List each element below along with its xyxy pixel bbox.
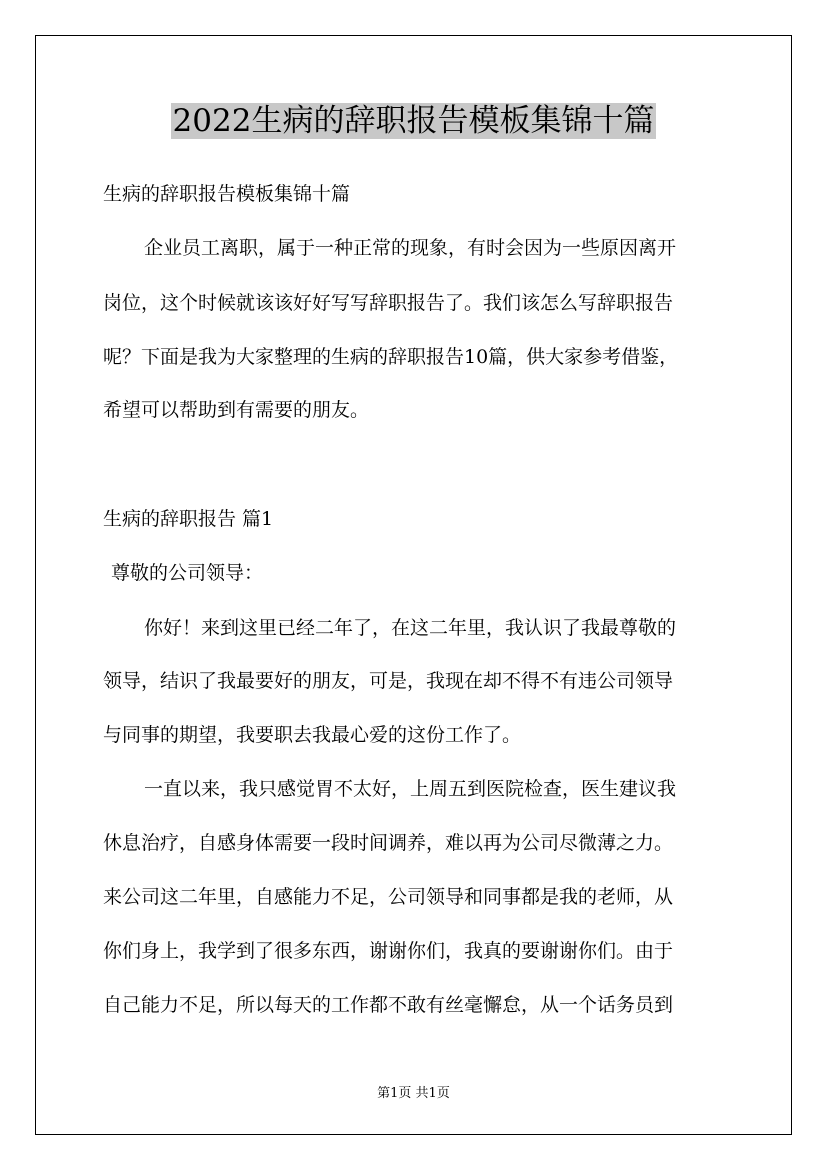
intro-line-1: 企业员工离职，属于一种正常的现象，有时会因为一些原因离开 — [144, 237, 677, 259]
paragraph2-line-2: 休息治疗，自感身体需要一段时间调养，难以再为公司尽微薄之力。 — [103, 832, 674, 854]
paragraph1-line-1: 你好！来到这里已经二年了，在这二年里，我认识了我最尊敬的 — [144, 617, 677, 639]
paragraph2-line-4: 你们身上，我学到了很多东西，谢谢你们，我真的要谢谢你们。由于 — [103, 940, 674, 962]
paragraph2-line-3: 来公司这二年里，自感能力不足，公司领导和同事都是我的老师，从 — [103, 886, 674, 908]
paragraph1-line-2: 领导，结识了我最要好的朋友，可是，我现在却不得不有违公司领导 — [103, 670, 674, 692]
paragraph2-line-1: 一直以来，我只感觉胃不太好，上周五到医院检查，医生建议我 — [144, 778, 677, 800]
document-title-text: 2022生病的辞职报告模板集锦十篇 — [172, 103, 655, 139]
salutation: 尊敬的公司领导： — [111, 562, 264, 584]
page-footer: 第1页 共1页 — [377, 1086, 450, 1101]
document-title — [0, 100, 827, 142]
paragraph2-line-5: 自己能力不足，所以每天的工作都不敢有丝毫懈怠，从一个话务员到 — [103, 994, 674, 1016]
intro-line-4: 希望可以帮助到有需要的朋友。 — [103, 399, 370, 421]
section-heading: 生病的辞职报告 篇1 — [103, 508, 274, 530]
paragraph1-line-3: 与同事的期望，我要职去我最心爱的这份工作了。 — [103, 724, 522, 746]
intro-line-2: 岗位，这个时候就该该好好写写辞职报告了。我们该怎么写辞职报告 — [103, 292, 674, 314]
intro-line-3: 呢？下面是我为大家整理的生病的辞职报告10篇，供大家参考借鉴， — [103, 346, 679, 368]
document-subtitle: 生病的辞职报告模板集锦十篇 — [103, 183, 351, 205]
